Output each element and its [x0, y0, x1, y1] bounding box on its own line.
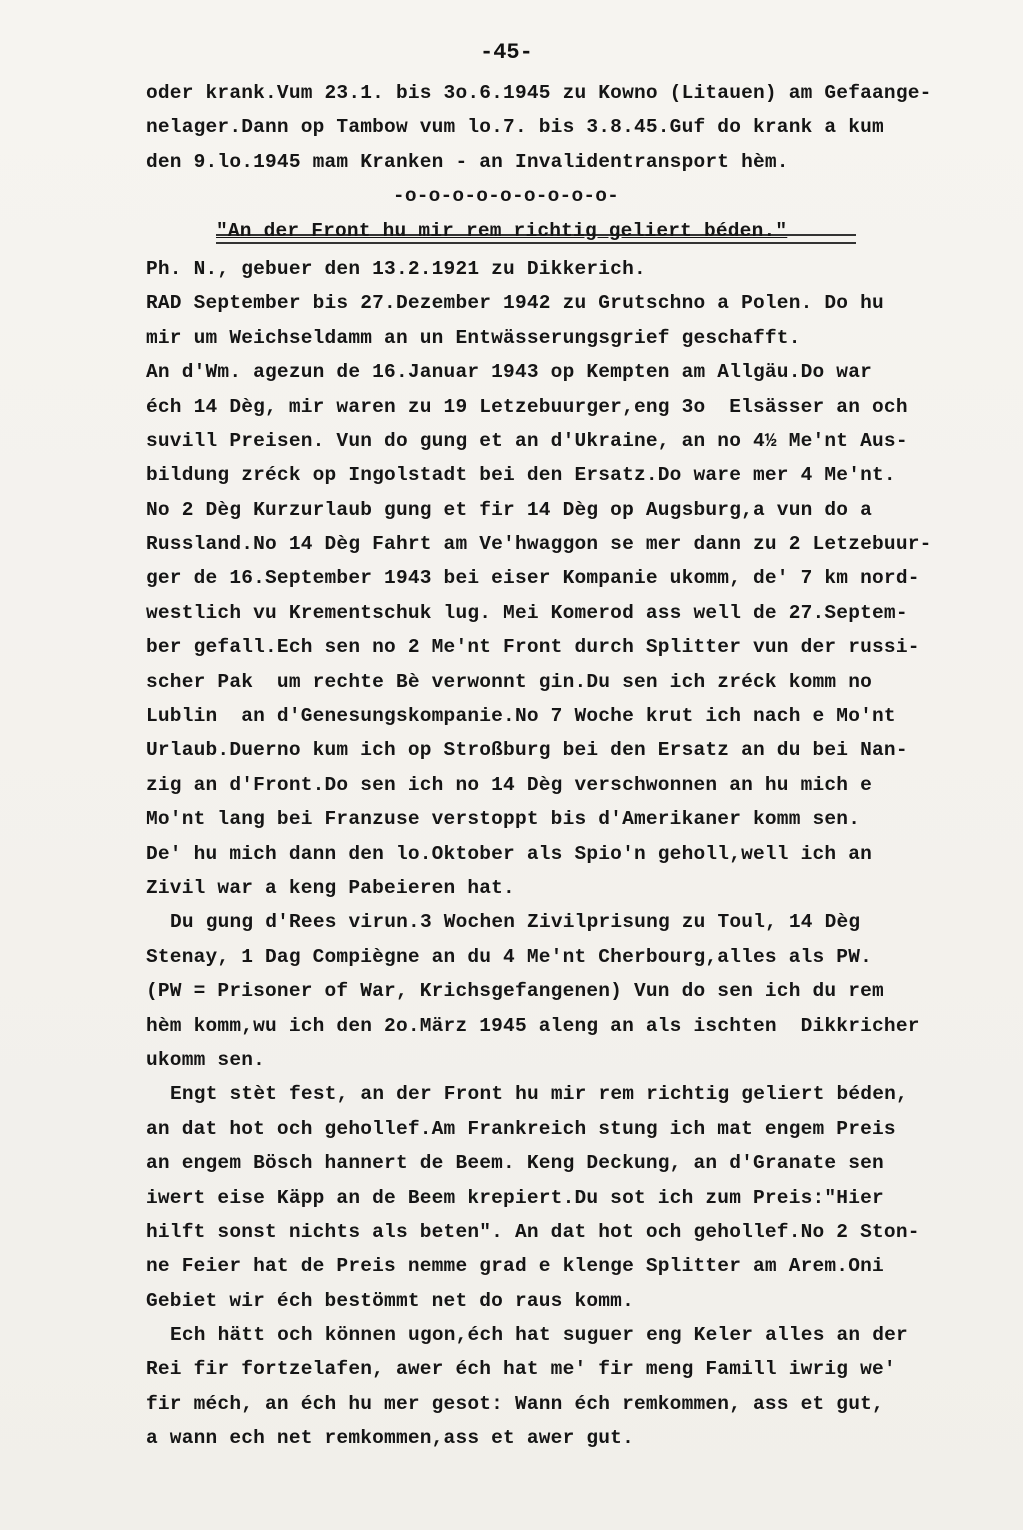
text-line: nelager.Dann op Tambow vum lo.7. bis 3.8.45.Guf do krank a kum	[146, 116, 884, 139]
text-line: hilft sonst nichts als beten". An dat hot och gehollef.No 2 Ston-	[146, 1220, 920, 1243]
text-line: Lublin an d'Genesungskompanie.No 7 Woche krut ich nach e Mo'nt	[146, 705, 896, 728]
section-separator: -o-o-o-o-o-o-o-o-o-	[392, 185, 620, 208]
text-line: bildung zréck op Ingolstadt bei den Ersatz.Do ware mer 4 Me'nt.	[146, 464, 896, 487]
text-line: suvill Preisen. Vun do gung et an d'Ukraine, an no 4½ Me'nt Aus-	[146, 429, 908, 452]
text-line: ber gefall.Ech sen no 2 Me'nt Front durch Splitter vun der russi-	[146, 636, 920, 659]
text-line: Rei fir fortzelafen, awer éch hat me' fir meng Famill iwrig we'	[146, 1358, 896, 1381]
text-line: An d'Wm. agezun de 16.Januar 1943 op Kempten am Allgäu.Do war	[146, 361, 873, 384]
paragraph-prayer	[146, 1077, 1006, 1318]
text-line: RAD September bis 27.Dezember 1942 zu Grutschno a Polen. Do hu	[146, 292, 884, 315]
text-line: Ech hätt och können ugon,éch hat suguer eng Keler alles an der	[170, 1324, 908, 1347]
text-line: a wann ech net remkommen,ass et awer gut.	[146, 1427, 634, 1450]
text-line: an engem Bösch hannert de Beem. Keng Deckung, an d'Granate sen	[146, 1152, 884, 1175]
text-line: Engt stèt fest, an der Front hu mir rem richtig geliert béden,	[170, 1083, 908, 1106]
text-line: Ph. N., gebuer den 13.2.1921 zu Dikkerich.	[146, 257, 646, 280]
paragraph-biography	[146, 252, 1006, 905]
text-line: westlich vu Krementschuk lug. Mei Komerod ass well de 27.Septem-	[146, 601, 908, 624]
text-line: Urlaub.Duerno kum ich op Stroßburg bei den Ersatz an du bei Nan-	[146, 739, 908, 762]
text-line: De' hu mich dann den lo.Oktober als Spio'n geholl,well ich an	[146, 842, 873, 865]
text-line: den 9.lo.1945 mam Kranken - an Invalidentransport hèm.	[146, 150, 789, 173]
text-line: mir um Weichseldamm an un Entwässerungsgrief geschafft.	[146, 326, 801, 349]
section-heading: "An der Front hu mir rem richtig geliert béden."	[216, 219, 788, 242]
text-line: ukomm sen.	[146, 1048, 266, 1071]
text-line: scher Pak um rechte Bè verwonnt gin.Du sen ich zréck komm no	[146, 670, 873, 693]
text-line: ger de 16.September 1943 bei eiser Kompanie ukomm, de' 7 km nord-	[146, 567, 920, 590]
text-line: iwert eise Käpp an de Beem krepiert.Du sot ich zum Preis:"Hier	[146, 1186, 884, 1209]
text-line: zig an d'Front.Do sen ich no 14 Dèg verschwonnen an hu mich e	[146, 773, 873, 796]
paragraph-journey	[146, 905, 1006, 1077]
text-line: No 2 Dèg Kurzurlaub gung et fir 14 Dèg op Augsburg,a vun do a	[146, 498, 873, 521]
document-body	[146, 76, 1006, 1456]
text-line: Zivil war a keng Pabeieren hat.	[146, 876, 515, 899]
text-line: (PW = Prisoner of War, Krichsgefangenen) Vun do sen ich du rem	[146, 980, 884, 1003]
text-line: hèm komm,wu ich den 2o.März 1945 aleng an als ischten Dikkricher	[146, 1014, 920, 1037]
paragraph-closing	[146, 1318, 1006, 1456]
text-line: fir méch, an éch hu mer gesot: Wann éch remkommen, ass et gut,	[146, 1392, 884, 1415]
text-line: ne Feier hat de Preis nemme grad e klenge Splitter am Arem.Oni	[146, 1255, 884, 1278]
text-line: Russland.No 14 Dèg Fahrt am Ve'hwaggon se mer dann zu 2 Letzebuur-	[146, 533, 932, 556]
text-line: oder krank.Vum 23.1. bis 3o.6.1945 zu Kowno (Litauen) am Gefaange-	[146, 82, 932, 104]
text-line: Gebiet wir éch bestömmt net do raus komm.	[146, 1289, 634, 1312]
paragraph-intro	[146, 76, 1006, 179]
text-line: Mo'nt lang bei Franzuse verstoppt bis d'Amerikaner komm sen.	[146, 808, 861, 831]
text-line: éch 14 Dèg, mir waren zu 19 Letzebuurger,eng 3o Elsässer an och	[146, 395, 908, 418]
text-line: an dat hot och gehollef.Am Frankreich stung ich mat engem Preis	[146, 1117, 896, 1140]
page-number: -45-	[480, 40, 533, 65]
text-line: Stenay, 1 Dag Compiègne an du 4 Me'nt Cherbourg,alles als PW.	[146, 945, 873, 968]
text-line: Du gung d'Rees virun.3 Wochen Zivilprisung zu Toul, 14 Dèg	[170, 911, 861, 934]
